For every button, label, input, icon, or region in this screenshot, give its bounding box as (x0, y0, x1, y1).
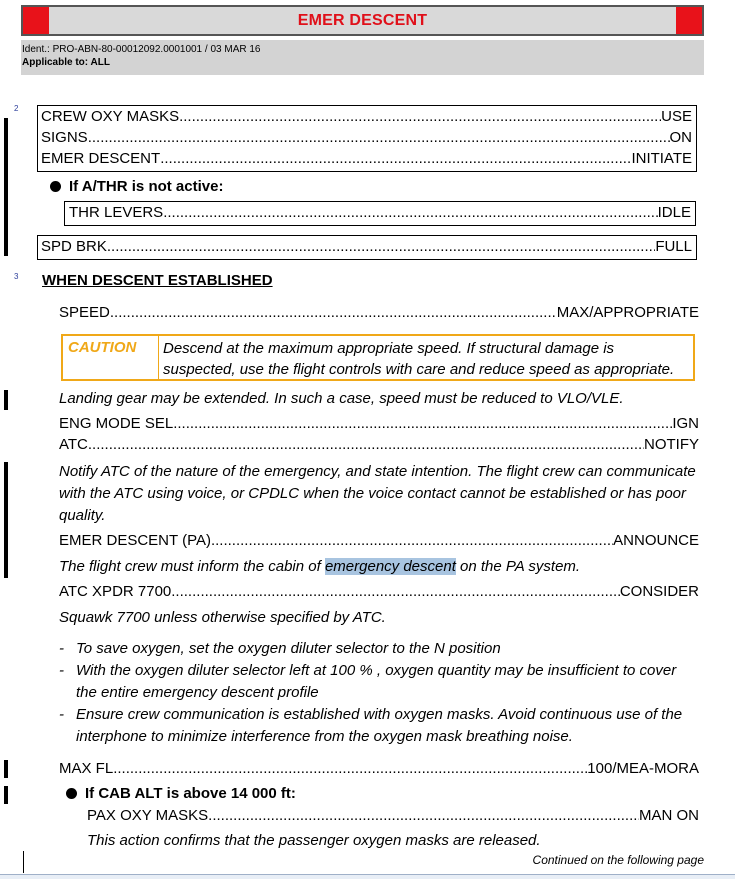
action-line-xpdr: ATC XPDR 7700 ..... CONSIDER (59, 581, 699, 603)
header-red-marker-right (676, 7, 702, 34)
change-bar (4, 760, 8, 778)
ident-block (21, 40, 704, 75)
action-line-max-fl: MAX FL ..... 100/MEA-MORA (59, 758, 699, 780)
condition-athr: If A/THR is not active: (50, 178, 223, 195)
action-line: EMER DESCENT ..... INITIATE (41, 148, 692, 169)
caution-text: Descend at the maximum appropriate speed. If structural damage is suspected, use the flight controls with care and reduce speed as appropriate. (163, 340, 675, 378)
change-bar (4, 786, 8, 804)
action-line: CREW OXY MASKS ..... USE (41, 106, 692, 127)
list-item: - Ensure crew communication is established with oxygen masks. Avoid continuous use of the interphone to minimize interference from the oxygen mask breathing noise. (59, 706, 683, 745)
note-pa: The flight crew must inform the cabin of emergency descent on the PA system. (59, 558, 581, 575)
bullet-icon (66, 788, 77, 799)
list-item: - With the oxygen diluter selector left at 100 % , oxygen quantity may be insufficient to cover the entire emergency descent profile (59, 662, 677, 701)
procedure-header (21, 5, 704, 36)
page-bottom-edge (0, 874, 735, 879)
caution-box (61, 334, 695, 381)
note-xpdr: Squawk 7700 unless otherwise specified by ATC. (59, 609, 386, 626)
action-line: SPD BRK ..... FULL (41, 236, 692, 258)
condition-cab-alt: If CAB ALT is above 14 000 ft: (66, 785, 296, 802)
change-bar (4, 118, 8, 256)
applicability: Applicable to: ALL (22, 57, 110, 68)
action-line-speed: SPEED ..... MAX/APPROPRIATE (59, 302, 699, 324)
section-title: WHEN DESCENT ESTABLISHED (42, 272, 273, 289)
note-landing-gear: Landing gear may be extended. In such a case, speed must be reduced to VLO/VLE. (59, 390, 624, 407)
revision-mark: 3 (14, 272, 19, 281)
action-line-pa: EMER DESCENT (PA) ..... ANNOUNCE (59, 530, 699, 552)
ident-line: Ident.: PRO-ABN-80-00012092.0001001 / 03 MAR 16 (22, 44, 261, 55)
change-bar (4, 462, 8, 578)
action-box-thr (64, 201, 696, 226)
oxygen-notes-list (59, 638, 699, 748)
action-line-eng-mode: ENG MODE SEL ..... IGN (59, 413, 699, 435)
bullet-icon (50, 181, 61, 192)
change-bar (4, 390, 8, 410)
page-title: EMER DESCENT (297, 12, 428, 29)
revision-mark: 2 (14, 104, 19, 113)
margin-rule (23, 851, 24, 873)
continued-note: Continued on the following page (532, 853, 704, 867)
action-line: SIGNS ..... ON (41, 127, 692, 148)
action-box-spd-brk (37, 235, 697, 260)
note-pax-oxy: This action confirms that the passenger oxygen masks are released. (87, 832, 541, 849)
action-line-atc: ATC ..... NOTIFY (59, 434, 699, 456)
action-line: THR LEVERS ..... IDLE (69, 202, 691, 224)
action-box-crew (37, 105, 697, 172)
selected-text-highlight[interactable]: emergency descent (324, 558, 456, 575)
action-line-pax-oxy: PAX OXY MASKS ..... MAN ON (87, 805, 699, 827)
list-item: - To save oxygen, set the oxygen diluter selector to the N position (59, 640, 501, 657)
caution-label: CAUTION (63, 336, 159, 379)
note-atc: Notify ATC of the nature of the emergency, and state intention. The flight crew can communicate with the ATC using voice, or CPDLC when the voice contact cannot be established or has poor quality. (59, 463, 696, 524)
